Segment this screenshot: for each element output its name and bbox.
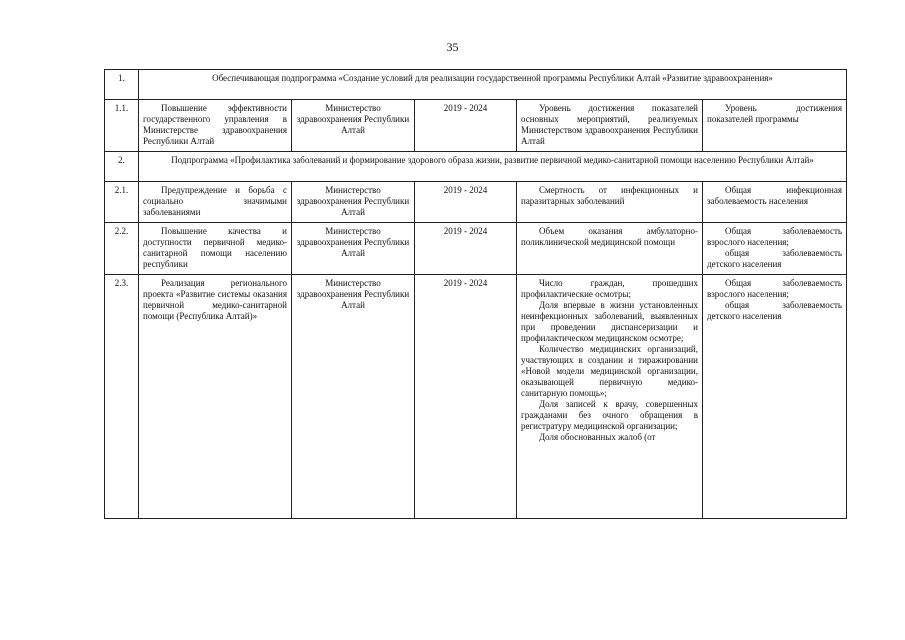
page-number: 35 bbox=[446, 40, 459, 54]
indicator-text: Уровень достижения показателей основных мероприятий, реализуемых Министерством здравоохранения Республики Алтай bbox=[521, 103, 698, 146]
indicators-cell bbox=[517, 275, 703, 519]
measure-row bbox=[105, 100, 847, 152]
indicator-text: Доля впервые в жизни установленных неинфекционных заболеваний, выявленных при проведении диспансеризации и профилактическом медицинском осмотре; bbox=[521, 300, 698, 343]
measure-row bbox=[105, 182, 847, 223]
subprogram-title: Подпрограмма «Профилактика заболеваний и формирование здорового образа жизни, развитие первичной медико-санитарной помощи населению Республики Алтай» bbox=[139, 152, 847, 182]
links-cell bbox=[703, 100, 847, 152]
row-number: 2.3. bbox=[105, 275, 139, 519]
measure-name: Повышение эффективности государственного управления в Министерстве здравоохранения Республики Алтай bbox=[139, 100, 292, 152]
responsible-org: Министерство здравоохранения Республики Алтай bbox=[292, 275, 415, 519]
measure-row bbox=[105, 275, 847, 519]
period: 2019 - 2024 bbox=[415, 100, 517, 152]
link-text: Общая заболеваемость взрослого населения; bbox=[707, 226, 842, 247]
row-number: 2.2. bbox=[105, 223, 139, 275]
indicator-text: Смертность от инфекционных и паразитарных заболеваний bbox=[521, 185, 698, 206]
indicator-text: Объем оказания амбулаторно-поликлинической медицинской помощи bbox=[521, 226, 698, 247]
period: 2019 - 2024 bbox=[415, 223, 517, 275]
link-text: Общая инфекционная заболеваемость населения bbox=[707, 185, 842, 206]
period: 2019 - 2024 bbox=[415, 275, 517, 519]
link-text: Уровень достижения показателей программы bbox=[707, 103, 842, 124]
indicator-text: Количество медицинских организаций, участвующих в создании и тиражировании «Новой модели медицинской организации, оказывающей первичную медико-санитарную помощь»; bbox=[521, 344, 698, 398]
row-number: 2.1. bbox=[105, 182, 139, 223]
link-text: Общая заболеваемость взрослого населения; bbox=[707, 278, 842, 299]
subprogram-row bbox=[105, 70, 847, 100]
measure-name: Повышение качества и доступности первичной медико-санитарной помощи населению республики bbox=[139, 223, 292, 275]
indicator-text: Доля записей к врачу, совершенных гражданами без очного обращения в регистратуру медицинской организации; bbox=[521, 399, 698, 431]
responsible-org: Министерство здравоохранения Республики Алтай bbox=[292, 223, 415, 275]
subprogram-row bbox=[105, 152, 847, 182]
link-text: общая заболеваемость детского населения bbox=[707, 248, 842, 269]
row-number: 1. bbox=[105, 70, 139, 100]
responsible-org: Министерство здравоохранения Республики Алтай bbox=[292, 182, 415, 223]
responsible-org: Министерство здравоохранения Республики Алтай bbox=[292, 100, 415, 152]
indicator-text: Число граждан, прошедших профилактические осмотры; bbox=[521, 278, 698, 299]
program-table bbox=[104, 69, 847, 519]
subprogram-title: Обеспечивающая подпрограмма «Создание условий для реализации государственной программы Республики Алтай «Развитие здравоохранения» bbox=[139, 70, 847, 100]
row-number: 2. bbox=[105, 152, 139, 182]
indicators-cell bbox=[517, 182, 703, 223]
link-text: общая заболеваемость детского населения bbox=[707, 300, 842, 321]
indicator-text: Доля обоснованных жалоб (от bbox=[539, 432, 656, 442]
measure-name: Предупреждение и борьба с социально значимыми заболеваниями bbox=[139, 182, 292, 223]
indicators-cell bbox=[517, 223, 703, 275]
period: 2019 - 2024 bbox=[415, 182, 517, 223]
links-cell bbox=[703, 182, 847, 223]
measure-name: Реализация регионального проекта «Развитие системы оказания первичной медико-санитарной помощи (Республика Алтай)» bbox=[139, 275, 292, 519]
indicators-cell bbox=[517, 100, 703, 152]
links-cell bbox=[703, 223, 847, 275]
measure-row bbox=[105, 223, 847, 275]
row-number: 1.1. bbox=[105, 100, 139, 152]
links-cell bbox=[703, 275, 847, 519]
